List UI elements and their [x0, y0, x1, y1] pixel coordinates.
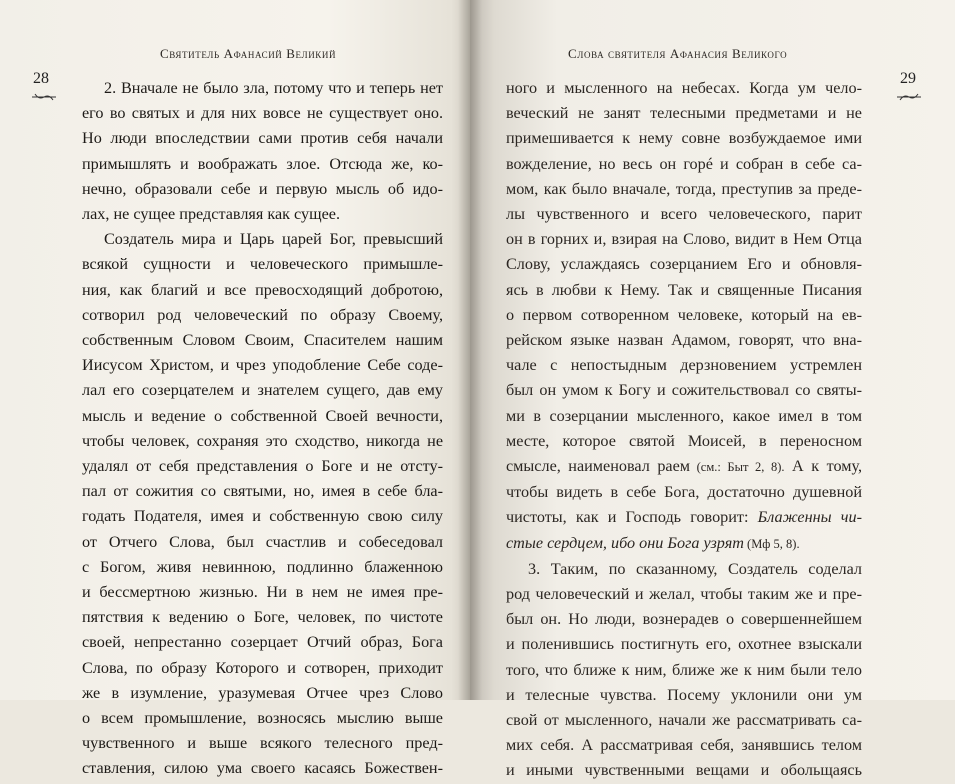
line-text: примышлять и воображать злое. Отсюда же, ко- — [82, 154, 443, 173]
line-text: о всем промышление, возносясь мыслию выше — [82, 709, 443, 728]
line-text: смысле, наименовал раем — [506, 457, 691, 476]
line-text: годать Подателя, имея и собственную свою силу — [82, 507, 443, 526]
line-text: собственным Словом Своим, Спасителем нашим — [82, 331, 443, 350]
page-ornament-icon — [896, 92, 922, 102]
left-page — [0, 0, 470, 778]
line-text: лы чувственного и всего человеческого, парит — [506, 205, 862, 224]
text-line — [506, 429, 862, 454]
text-line — [82, 278, 443, 303]
line-text: месте, которое святой Моисей, в переносном — [506, 431, 862, 450]
left-body-text — [82, 76, 443, 782]
text-line — [506, 278, 862, 303]
text-line — [82, 630, 443, 655]
text-line — [506, 101, 862, 126]
line-text: сотворил род человеческий по образу Своему, — [82, 305, 443, 324]
text-line — [506, 353, 862, 378]
line-text: его во святых и для них вовсе не существует оно. — [82, 104, 443, 123]
text-line — [506, 505, 862, 530]
text-line — [82, 303, 443, 328]
text-line — [506, 557, 862, 582]
text-line — [506, 758, 862, 783]
line-text: Создатель мира и Царь царей Бог, превысший — [104, 230, 443, 249]
line-text: 2. Вначале не было зла, потому что и теперь нет — [104, 79, 443, 97]
line-text: рейском языке назван Адамом, говорят, что вна- — [506, 331, 862, 350]
text-line — [506, 607, 862, 632]
text-line — [506, 76, 862, 101]
text-line — [82, 429, 443, 454]
line-italic-text: стые сердцем, ибо они Бога узрят — [506, 533, 744, 552]
text-line — [506, 531, 862, 557]
line-text: ния, как благий и все превосходящий добротою, — [82, 280, 443, 299]
text-line — [506, 177, 862, 202]
text-line — [82, 152, 443, 177]
line-text: вожделение, но весь он горé и собран в себе са- — [506, 154, 862, 173]
line-text: лах, не сущее представляя как сущее. — [82, 205, 341, 224]
line-italic-text: Блаженны чи- — [757, 508, 862, 527]
line-text: и телесные чувства. Посему уклонили они ум — [506, 685, 862, 704]
line-text: мих себя. А рассматривая себя, занявшись телом — [506, 736, 862, 755]
line-text: ми в созерцании мысленного, какое имел в том — [506, 406, 862, 425]
line-text: ясь в любви к Нему. Так и священные Писания — [506, 280, 862, 299]
text-line — [506, 480, 862, 505]
text-line — [82, 656, 443, 681]
line-text: всякой сущности и человеческого примышле- — [82, 255, 443, 274]
line-text: от Отчего Слова, был счастлив и собеседовал — [82, 532, 443, 551]
text-line — [82, 756, 443, 781]
line-text: удалял от себя представления о Боге и не отсту- — [82, 457, 443, 476]
right-page — [470, 0, 955, 780]
text-line — [506, 152, 862, 177]
text-line — [506, 126, 862, 151]
line-text: чале с непостыдным дерзновением устремлен — [506, 356, 862, 375]
page-ornament-icon — [31, 92, 57, 102]
line-text: он в горних и, взирая на Слово, видит в Нем Отца — [506, 230, 862, 249]
line-text: с Богом, живя невинною, подлинно блаженною — [82, 557, 443, 576]
line-text: ного и мысленного на небесах. Когда ум чело- — [506, 79, 862, 97]
left-page-number: 28 — [33, 70, 49, 87]
line-text: ставления, силою ума своего касаясь Божествен- — [82, 759, 443, 778]
text-line — [82, 378, 443, 403]
right-page-number: 29 — [900, 70, 916, 87]
text-line — [82, 731, 443, 756]
text-line — [506, 404, 862, 429]
line-text: А к тому, — [784, 457, 862, 476]
text-line — [506, 227, 862, 252]
text-line — [82, 202, 443, 227]
line-text: и бессмертною жизнью. Ни в нем не имея пре- — [82, 583, 443, 602]
text-line — [506, 658, 862, 683]
scripture-reference: (Мф 5, 8). — [743, 536, 800, 551]
line-text: Но люди впоследствии сами против себя начали — [82, 129, 443, 148]
text-line — [506, 733, 862, 758]
right-running-head: Слова святителя Афанасия Великого — [568, 46, 788, 61]
text-line — [82, 227, 443, 252]
line-text: того, что ближе к ним, ближе же к ним были тело — [506, 660, 862, 679]
line-text: пал от сожития со святыми, но, имея в себе бла- — [82, 482, 443, 501]
line-text: своей, непрестанно созерцает Отчий образ, Бога — [82, 633, 443, 652]
line-text: свой от мысленного, начали же рассматривать са- — [506, 711, 862, 730]
line-text: примешивается к нему совне возбуждаемое ими — [506, 129, 862, 148]
text-line — [82, 126, 443, 151]
text-line — [82, 605, 443, 630]
line-text: нечно, образовали себе и первую мысль об идо- — [82, 179, 443, 198]
text-line — [506, 582, 862, 607]
text-line — [82, 454, 443, 479]
text-line — [506, 378, 862, 403]
text-line — [82, 404, 443, 429]
line-text: чтобы видеть в себе Бога, достаточно душевной — [506, 483, 862, 502]
text-line — [82, 328, 443, 353]
text-line — [506, 683, 862, 708]
text-line — [506, 708, 862, 733]
line-text: Слова, по образу Которого и сотворен, приходит — [82, 658, 443, 677]
line-text: веческий не занят телесными предметами и не — [506, 104, 862, 123]
text-line — [506, 328, 862, 353]
text-line — [82, 555, 443, 580]
scripture-reference: (см.: Быт 2, 8). — [690, 460, 785, 475]
text-line — [82, 706, 443, 731]
text-line — [82, 681, 443, 706]
line-text: был он. Но люди, вознерадев о совершеннейшем — [506, 610, 862, 629]
text-line — [82, 530, 443, 555]
left-running-head: Святитель Афанасий Великий — [160, 46, 337, 61]
text-line — [82, 101, 443, 126]
book-gutter — [458, 0, 482, 700]
line-text: лал его созерцателем и знателем сущего, дав ему — [82, 381, 443, 400]
line-text: мысль и ведение о собственной Своей вечности, — [82, 406, 443, 425]
line-text: чистоты, как и Господь говорит: — [506, 508, 758, 527]
line-text: мом, как было вначале, тогда, преступив за преде- — [506, 179, 862, 198]
line-text: род человеческий и желал, чтобы таким же и пре- — [506, 585, 862, 604]
line-text: был он умом к Богу и сожительствовал со святы- — [506, 381, 862, 400]
line-text: 3. Таким, по сказанному, Создатель соделал — [528, 559, 862, 578]
line-text: же в изумление, уразумевая Отчее чрез Слово — [82, 683, 443, 702]
line-text: Иисусом Христом, и чрез уподобление Себе соде- — [82, 356, 443, 375]
text-line — [82, 177, 443, 202]
line-text: чтобы человек, сохраняя это сходство, никогда не — [82, 431, 443, 450]
line-text: пятствия к ведению о Боге, человек, по чистоте — [82, 608, 443, 627]
text-line — [506, 454, 862, 480]
text-line — [82, 76, 443, 101]
line-text: о первом сотворенном человеке, который на ев- — [506, 305, 862, 324]
text-line — [506, 252, 862, 277]
text-line — [506, 632, 862, 657]
text-line — [82, 479, 443, 504]
text-line — [82, 504, 443, 529]
text-line — [506, 202, 862, 227]
line-text: Слову, услаждаясь созерцанием Его и обновля- — [506, 255, 862, 274]
right-body-text — [506, 76, 862, 784]
line-text: и поленившись постигнуть его, охотнее взыскали — [506, 635, 862, 654]
text-line — [82, 580, 443, 605]
line-text: и иными чувственными вещами и обольщаясь — [506, 761, 862, 780]
text-line — [506, 303, 862, 328]
text-line — [82, 252, 443, 277]
text-line — [82, 353, 443, 378]
line-text: чувственного и выше всякого телесного пред- — [82, 734, 443, 753]
